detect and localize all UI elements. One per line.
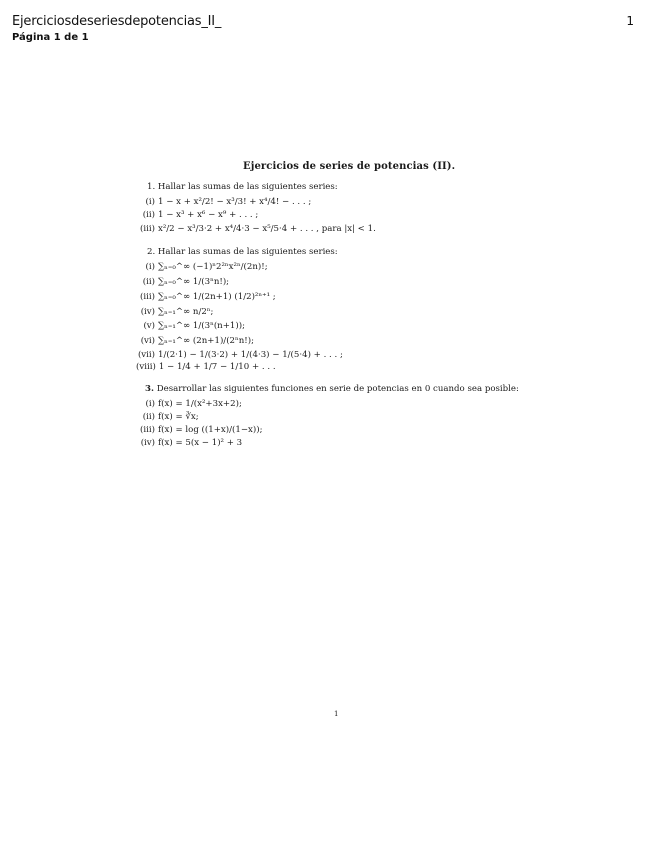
item-text: 1 − 1/4 + 1/7 − 1/10 + . . .	[158, 362, 276, 372]
item-label: (iii)	[140, 425, 155, 435]
section2-heading: 2. Hallar las sumas de las siguientes series:	[147, 247, 338, 257]
item-text: ∑ₙ₌₀^∞ (−1)ⁿ2²ⁿx²ⁿ/(2n)!;	[158, 262, 268, 272]
list-item	[136, 350, 343, 360]
item-label: (iii)	[140, 292, 155, 302]
item-text: f(x) = 5(x − 1)² + 3	[158, 438, 243, 448]
section3-heading-text: Desarrollar las siguientes funciones en serie de potencias en 0 cuando sea posible:	[156, 384, 519, 394]
list-item	[136, 425, 263, 435]
item-label: (i)	[145, 262, 155, 272]
item-label: (vi)	[140, 336, 155, 346]
item-text: ∑ₙ₌₁^∞ n/2ⁿ;	[158, 307, 214, 317]
section1-heading: 1. Hallar las sumas de las siguientes series:	[147, 182, 338, 192]
item-text: f(x) = ∛x;	[158, 412, 199, 422]
item-text: 1 − x³ + x⁶ − x⁹ + . . . ;	[158, 210, 259, 220]
list-item	[136, 307, 213, 317]
item-label: (vii)	[137, 350, 155, 360]
header-page-number: 1	[626, 14, 634, 28]
item-text: f(x) = log ((1+x)/(1−x));	[158, 425, 263, 435]
item-label: (i)	[145, 197, 155, 207]
item-text: ∑ₙ₌₁^∞ 1/(3ⁿ(n+1));	[158, 321, 245, 331]
item-label: (ii)	[142, 412, 155, 422]
list-item	[136, 262, 268, 272]
item-label: (ii)	[142, 210, 155, 220]
list-item	[136, 336, 254, 346]
item-label: (ii)	[142, 277, 155, 287]
item-text: ∑ₙ₌₀^∞ 1/(2n+1) (1/2)²ⁿ⁺¹ ;	[158, 292, 276, 302]
item-text: f(x) = 1/(x²+3x+2);	[158, 399, 242, 409]
page-info: Página 1 de 1	[12, 32, 89, 43]
list-item	[136, 292, 276, 302]
document-filename: Ejerciciosdeseriesdepotencias_II_	[12, 14, 222, 29]
section3-number: 3.	[145, 384, 154, 394]
item-label: (i)	[145, 399, 155, 409]
item-label: (iii)	[140, 224, 155, 234]
list-item	[136, 277, 229, 287]
document-title: Ejercicios de series de potencias (II).	[243, 161, 456, 172]
list-item	[136, 321, 245, 331]
item-text: ∑ₙ₌₁^∞ (2n+1)/(2ⁿn!);	[158, 336, 254, 346]
item-text: 1/(2·1) − 1/(3·2) + 1/(4·3) − 1/(5·4) + . . . ;	[158, 350, 343, 360]
item-label: (iv)	[140, 438, 155, 448]
section3-heading	[145, 384, 519, 394]
item-label: (iv)	[140, 307, 155, 317]
list-item	[136, 197, 311, 207]
item-label: (viii)	[136, 362, 156, 372]
list-item	[136, 412, 199, 422]
list-item	[136, 224, 376, 234]
item-text: ∑ₙ₌₀^∞ 1/(3ⁿn!);	[158, 277, 230, 287]
page-footer-number: 1	[334, 710, 339, 718]
list-item	[136, 362, 276, 372]
list-item	[136, 438, 242, 448]
item-text: x²/2 − x³/3·2 + x⁴/4·3 − x⁵/5·4 + . . . , para |x| < 1.	[158, 224, 376, 234]
list-item	[136, 210, 258, 220]
item-text: 1 − x + x²/2! − x³/3! + x⁴/4! − . . . ;	[158, 197, 312, 207]
item-label: (v)	[143, 321, 155, 331]
list-item	[136, 399, 242, 409]
